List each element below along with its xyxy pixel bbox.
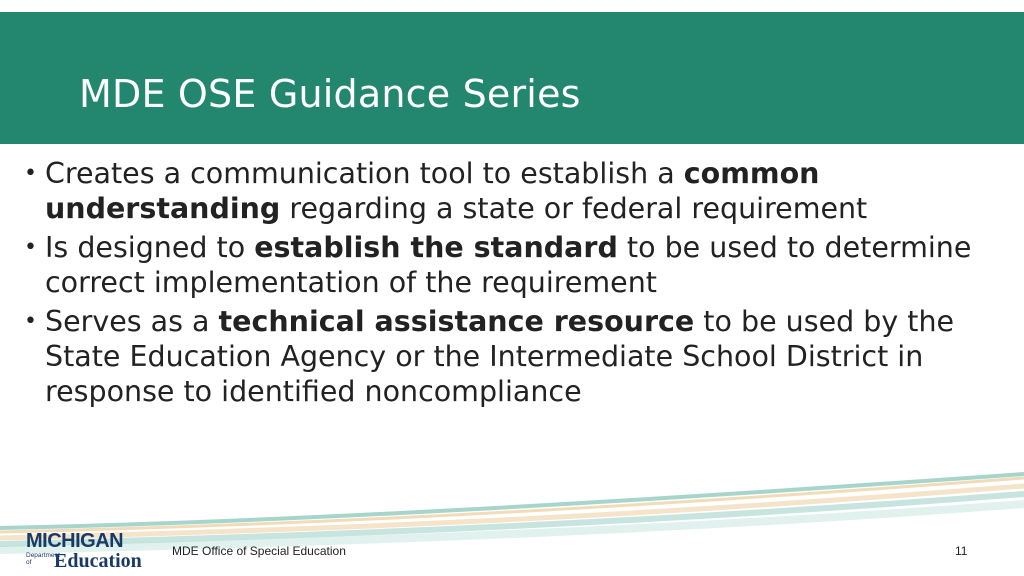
slide-title: MDE OSE Guidance Series <box>79 72 581 116</box>
bullet-marker: • <box>24 235 37 260</box>
bullet-text-before: Serves as a <box>45 305 219 338</box>
bullet-text-after: to be used by the State Education Agency or the Intermediate School District in response to identified noncompliance <box>45 305 955 408</box>
bullet-text-bold: common understanding <box>45 157 820 225</box>
bullet-marker: • <box>24 161 37 186</box>
logo-department-text: Department of <box>26 552 60 566</box>
bullet-text-after: to be used to determine correct implementation of the requirement <box>45 231 972 299</box>
michigan-education-logo <box>22 530 152 574</box>
bullet-text-bold: technical assistance resource <box>218 305 695 338</box>
bullet-text-after: regarding a state or federal requirement <box>280 192 868 225</box>
bullet-marker: • <box>24 309 37 334</box>
bullet-list <box>20 156 1010 413</box>
footer-text: MDE Office of Special Education <box>172 544 346 558</box>
bullet-item-1 <box>20 156 1010 226</box>
top-strip <box>0 0 1024 12</box>
bullet-item-2 <box>20 230 1010 300</box>
logo-education-text: Education <box>54 550 142 572</box>
decorative-swoosh <box>0 470 1024 560</box>
page-number: 11 <box>955 544 968 558</box>
bullet-text-before: Creates a communication tool to establish a <box>45 157 684 190</box>
logo-michigan-text: MICHIGAN <box>26 530 124 552</box>
bullet-text-before: Is designed to <box>45 231 255 264</box>
bullet-text-bold: establish the standard <box>254 231 618 264</box>
title-bar <box>0 12 1024 144</box>
bullet-item-3 <box>20 304 1010 409</box>
